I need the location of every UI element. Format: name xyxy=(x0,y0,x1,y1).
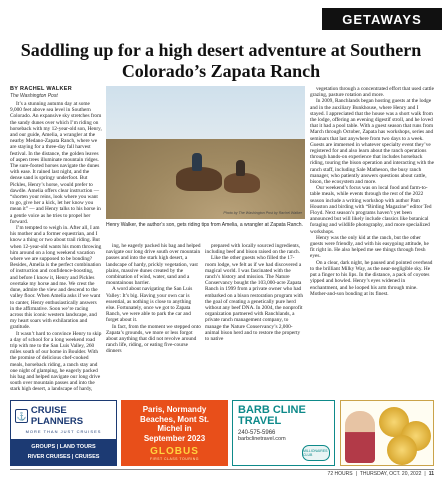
ad-cruise-line: RIVER CRUISES | CRUISES xyxy=(27,454,100,460)
footer-date: THURSDAY, OCT. 20, 2022 xyxy=(359,471,422,477)
ship-icon: ⚓ xyxy=(15,409,28,423)
footer-separator: | xyxy=(355,471,357,477)
paragraph: Henry was the only kid at the ranch, but the other guests were friendly, and with his easygoing attitude, he fit right in. He also helped me see things through fresh eyes. xyxy=(310,234,429,260)
paragraph: In 2009, Ranchlands began hosting guests at the lodge and in the auxiliary Bunkhouse, where Henry and I stayed. I appreciated that the house was a short walk from the lodge, offering an evening digestif stroll, and he loved that it had a pool table. With a guest season that runs from March through October, Zapata has workshops, series and seminars that last anywhere from two days to a week. Guests are immersed in whatever specialty event they’ve registered for and also learn about the ranch operations through hands-on experience that includes horseback riding, touring the bison operation and interacting with the ranch staff, including Sale Matheson, the busy ranch manager, who patiently answers questions about cattle, bison, the ecosystem and more. xyxy=(310,98,434,186)
footer-brand: 72 HOURS xyxy=(327,471,353,477)
paragraph: Our weekend’s focus was on local food and farm-to-table meals, while events through the rest of the 2022 season include a writing workshop with author Pam Houston and birding with “Birding Magazine” editor Ted Floyd. Next season’s programs haven’t yet been announced but will likely include classics like botanical foraging and wildlife photography, and more specialized workshops. xyxy=(310,185,432,235)
ad-cruise-tagline: MORE THAN JUST CRUISES xyxy=(25,429,102,434)
photo-caption: Henry Walker, the author’s son, gets riding tips from Amelia, a wrangler at Zapata Ranch. xyxy=(106,222,303,228)
paragraph: ing, he eagerly packed his bag and helped navigate our long drive south over mountain passes and into the stark high desert, a landscape of hardy, prickly vegetation, vast plains, massive dunes created by the combination of wind, water, sand and a mountainous barrier. xyxy=(106,243,201,287)
ad-cruise-brand xyxy=(11,401,116,427)
globus-slogan: FIRST CLASS TOURING xyxy=(150,457,199,461)
ad-paris-line: Beaches, Mont St. xyxy=(140,414,209,424)
page-footer xyxy=(328,471,434,477)
article-photo xyxy=(106,86,305,219)
ad-paris-line: September 2023 xyxy=(143,433,206,443)
ad-barb-phone[interactable]: 240-575-5966 xyxy=(238,430,276,436)
byline-name: BY RACHEL WALKER xyxy=(10,86,73,92)
globus-logo: GLOBUS xyxy=(150,446,199,457)
paragraph: It wasn’t hard to convince Henry to skip a day of school for a long weekend road trip with me to the San Luis Valley, 260 miles south of our home in Boulder. With the promise of delicious chef-cooked meals, horseback riding, a ranch stay and one night of glamping, he eagerly packed his bag and helped navigate our long drive south over mountain passes and into the stark high desert, a landscape of hardy, xyxy=(10,330,102,393)
article-column-1 xyxy=(10,101,102,393)
paragraph: I’m tempted to weigh in. After all, I am his mother and a former equestrian, and I know a thing or two about trail riding. But when 12-year-old wants his mom throwing him around on a long weekend vacation where we are supposed to be bonding? Besides, Amelia is the perfect combination of instruction and confidence-boosting, and before I know it, Henry and Pickles overtake my horse and me. We crest the dune, admire the view and descend to the valley floor. When Amelia asks if we want to canter, Henry enthusiastically answers in the affirmative. Soon we’re racing across this iconic western landscape, and my heart soars with exhilaration and gratitude. xyxy=(10,225,102,331)
ad-cruise-brand-text: CRUISE PLANNERS xyxy=(30,405,84,427)
paragraph: It’s a stunning autumn day at some 9,000 feet above sea level in Southern Colorado. An expansive sky stretches from the sandy dunes over which I’m riding on horseback with my 12-year-old son, Henry, and our guide, Amelia, a wrangler at the nearby Medano-Zapata Ranch, where we are staying for a three-day fall harvest festival. In the distance, the golden leaves of aspen trees illuminate mountain ridges. The sure-footed horses navigate the dunes with ease. It rained last night, and the dense sand is springy underfoot. But Pickles, Henry’s horse, would prefer to dawdle. Amelia offers clear instruction — “shorten your reins, look where you want to go, give her a kick, let her know you mean it” — and Henry talks to his horse in a gentle voice as he tries to propel her forward. xyxy=(10,101,102,225)
page-number: 11 xyxy=(428,471,434,477)
ad-barb-name-line: TRAVEL xyxy=(238,415,282,427)
ad-cruise-planners[interactable] xyxy=(10,400,117,466)
article-column-3 xyxy=(205,243,305,393)
article-column-4 xyxy=(310,86,434,393)
ad-barb-website[interactable]: barbclinetravel.com xyxy=(238,436,286,442)
paragraph: Like the other guests who filled the 17-room lodge, we felt as if we had discovered a magical world. I was fascinated with the ranch’s history and mission. The Nature Conservancy bought the 103,000-acre Zapata Ranch in 1999 from a private owner who had embarked on a bison restoration program with the goal of creating a genetically pure herd without any beef DNA. In 2004, the nonprofit organization partnered with Ranchlands, a private ranch management company, to manage the Nature Conservancy’s 2,000-animal bison herd and to restore the property to native xyxy=(205,255,303,343)
ad-paris-line: Michel in xyxy=(157,424,192,433)
award-seal-icon xyxy=(387,435,417,465)
ad-cruise-line: GROUPS | LAND TOURS xyxy=(31,444,96,450)
article-column-2 xyxy=(106,243,201,393)
photo-rider xyxy=(236,160,245,176)
ad-best-portrait xyxy=(345,411,375,463)
section-tab: GETAWAYS xyxy=(322,8,442,30)
photo-rider xyxy=(192,153,202,171)
photo-horse xyxy=(224,173,260,193)
millionaires-club-badge: MILLIONAIRES CLUB xyxy=(302,445,330,461)
paragraph: prepared with locally sourced ingredients, including beef and bison raised on the ranch. xyxy=(205,243,301,256)
ad-barb-name-line: BARB CLINE xyxy=(238,404,306,416)
ad-globus-paris[interactable] xyxy=(121,400,228,466)
photo-credit: Photo by The Washington Post by Rachel Walker xyxy=(223,211,302,215)
ad-paris-line: Paris, Normandy xyxy=(142,405,207,414)
ad-barb-name xyxy=(238,405,334,427)
footer-separator: | xyxy=(424,471,426,477)
paragraph: In fact, from the moment we stepped onto Zapata’s grounds, we more or less forgot about anything that did not revolve around ranch life, riding, or eating five-course dinners xyxy=(106,323,201,355)
ad-cruise-services xyxy=(11,439,116,465)
paragraph: vegetation through a concentrated effort that used cattle grazing, pasture rotation and more. xyxy=(310,86,434,99)
footer-rule xyxy=(10,469,434,470)
ad-barb-cline-travel[interactable] xyxy=(232,400,335,466)
article-headline: Saddling up for a high desert adventure at Southern Colorado’s Zapata Ranch xyxy=(20,40,422,81)
ad-best-of-best[interactable] xyxy=(340,400,434,466)
paragraph: A word about navigating the San Luis Valley: It’s big. Having your own car is essential, as nothing is close to anything else. Fortunately, once we got to Zapata Ranch, we were able to park the car and forget about it. xyxy=(106,286,193,324)
paragraph: On a clear, dark night, he paused and pointed overhead to the brilliant Milky Way, as the near-negligible sky. He put a finger to his lips. In the distance, a pack of coyotes yipped and howled. Henry’s eyes widened in enchantment, and he looped his arm through mine. Mother-and-son bonding at its finest. xyxy=(310,259,433,297)
ad-paris-headline xyxy=(121,400,228,443)
byline-org: The Washington Post xyxy=(10,93,58,99)
